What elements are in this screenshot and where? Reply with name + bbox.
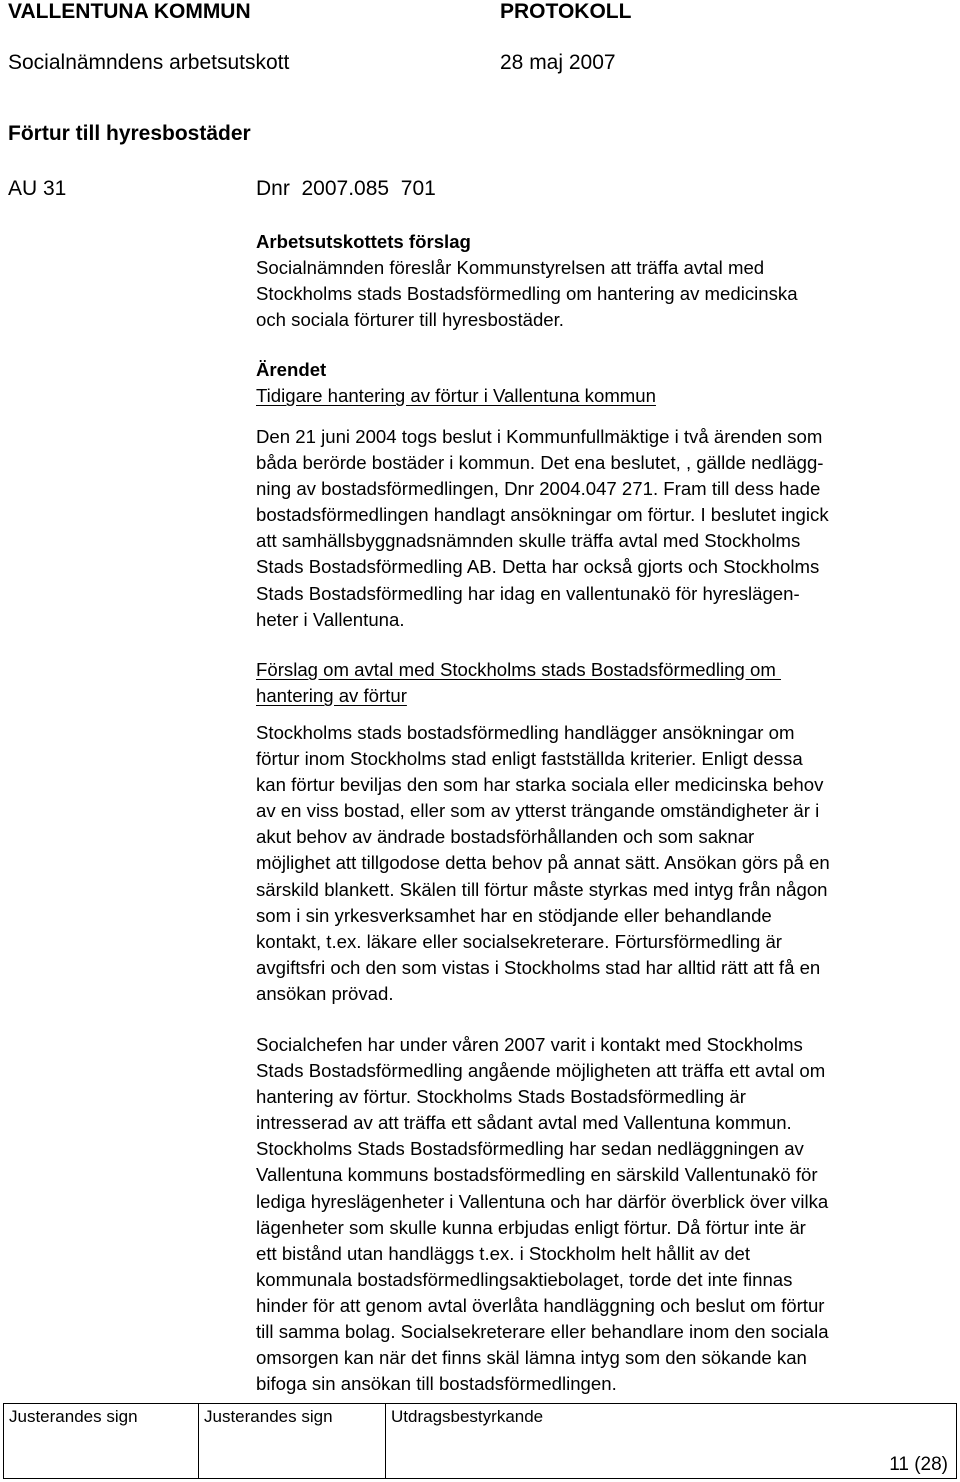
sign-cell-2 xyxy=(199,1404,386,1478)
organization-name: VALLENTUNA KOMMUN xyxy=(8,0,251,23)
paragraph-line: avgiftsfri och den som vistas i Stockholms stad har alltid rätt att få en xyxy=(256,956,821,978)
paragraph-line: av en viss bostad, eller som av ytterst trängande omständigheter är i xyxy=(256,800,820,822)
justerandes-sign-label: Justerandes sign xyxy=(9,1407,138,1426)
paragraph-line: som i sin yrkesverksamhet har en stödjande eller behandlande xyxy=(256,904,772,926)
au-number: AU 31 xyxy=(8,177,67,200)
agreement-subheading-line: hantering av förtur xyxy=(256,685,407,707)
matter-subheading: Tidigare hantering av förtur i Vallentuna kommun xyxy=(256,385,656,407)
paragraph-line: Stockholms stads bostadsförmedling handlägger ansökningar om xyxy=(256,722,795,743)
matter-section xyxy=(256,357,956,409)
paragraph-line: ning av bostadsförmedlingen, Dnr 2004.047 271. Fram till dess hade xyxy=(256,478,821,500)
proposal-line: Stockholms stads Bostadsförmedling om hantering av medicinska xyxy=(256,283,798,305)
paragraph-line: förtur inom Stockholms stad enligt fastställda kriterier. Enligt dessa xyxy=(256,748,803,770)
matter-heading: Ärendet xyxy=(256,359,327,380)
paragraph-line: kontakt, t.ex. läkare eller socialsekreterare. Förtursförmedling är xyxy=(256,930,782,952)
justerandes-sign-label: Justerandes sign xyxy=(204,1407,333,1426)
paragraph-line: möjlighet att tillgodose detta behov på annat sätt. Ansökan görs på en xyxy=(256,852,830,874)
paragraph-line: akut behov av ändrade bostadsförhållanden och som saknar xyxy=(256,826,755,848)
paragraph-line: kan förtur beviljas den som har starka sociala eller medicinska behov xyxy=(256,774,824,796)
paragraph-line: till samma bolag. Socialsekreterare eller behandlare inom den sociala xyxy=(256,1321,829,1343)
paragraph-line: intresserad av att träffa ett sådant avtal med Vallentuna kommun. xyxy=(256,1112,792,1134)
paragraph-line: Stads Bostadsförmedling angående möjligheten att träffa ett avtal om xyxy=(256,1060,826,1082)
proposal-section xyxy=(256,229,956,333)
paragraph-line: Socialchefen har under våren 2007 varit i kontakt med Stockholms xyxy=(256,1034,803,1055)
utdragsbestyrkande-label: Utdragsbestyrkande xyxy=(391,1407,544,1426)
matter-paragraph-1 xyxy=(256,424,956,633)
meeting-date: 28 maj 2007 xyxy=(500,51,616,74)
proposal-heading: Arbetsutskottets förslag xyxy=(256,231,471,252)
page-number: 11 (28) xyxy=(889,1454,948,1475)
committee-name: Socialnämndens arbetsutskott xyxy=(8,51,290,74)
paragraph-line: hantering av förtur. Stockholms Stads Bostadsförmedling är xyxy=(256,1086,746,1108)
paragraph-line: särskild blankett. Skälen till förtur måste styrkas med intyg från någon xyxy=(256,878,828,900)
paragraph-line: Den 21 juni 2004 togs beslut i Kommunfullmäktige i två ärenden som xyxy=(256,426,823,447)
paragraph-line: ansökan prövad. xyxy=(256,982,394,1004)
page-title: Förtur till hyresbostäder xyxy=(8,122,251,145)
paragraph-line: Stockholms Stads Bostadsförmedling har sedan nedläggningen av xyxy=(256,1138,804,1160)
paragraph-line: att samhällsbyggnadsnämnden skulle träffa avtal med Stockholms xyxy=(256,530,801,552)
paragraph-line: Stads Bostadsförmedling har idag en vallentunakö för hyreslägen- xyxy=(256,582,800,604)
proposal-line: Socialnämnden föreslår Kommunstyrelsen att träffa avtal med xyxy=(256,257,765,279)
matter-paragraph-2 xyxy=(256,720,956,1007)
paragraph-line: heter i Vallentuna. xyxy=(256,608,405,630)
agreement-subheading-line: Förslag om avtal med Stockholms stads Bostadsförmedling om xyxy=(256,659,781,680)
paragraph-line: ett bistånd utan handläggs t.ex. i Stockholm helt hållit av det xyxy=(256,1242,751,1264)
paragraph-line: lediga hyreslägenheter i Vallentuna och har därför överblick över vilka xyxy=(256,1190,829,1212)
matter-paragraph-3 xyxy=(256,1032,956,1397)
paragraph-line: Vallentuna kommuns bostadsförmedling en särskild Vallentunakö för xyxy=(256,1164,818,1186)
excerpt-cell xyxy=(386,1404,955,1478)
proposal-line: och sociala förturer till hyresbostäder. xyxy=(256,309,564,331)
paragraph-line: hinder för att genom avtal överlåta handläggning och beslut om förtur xyxy=(256,1294,825,1316)
sign-cell-1 xyxy=(4,1404,199,1478)
signature-table xyxy=(3,1403,957,1479)
paragraph-line: lägenheter som skulle kunna erbjudas enligt förtur. Då förtur inte är xyxy=(256,1216,806,1238)
paragraph-line: Stads Bostadsförmedling AB. Detta har också gjorts och Stockholms xyxy=(256,556,820,578)
document-type: PROTOKOLL xyxy=(500,0,632,23)
paragraph-line: bostadsförmedlingen handlagt ansökningar om förtur. I beslutet ingick xyxy=(256,504,829,526)
paragraph-line: kommunala bostadsförmedlingsaktiebolaget, torde det inte finnas xyxy=(256,1268,793,1290)
paragraph-line: båda berörde bostäder i kommun. Det ena beslutet, , gällde nedlägg- xyxy=(256,452,824,474)
paragraph-line: omsorgen kan när det finns skäl lämna intyg som den sökande kan xyxy=(256,1347,807,1369)
proposal-subheading-block xyxy=(256,657,956,709)
paragraph-line: bifoga sin ansökan till bostadsförmedlingen. xyxy=(256,1373,617,1395)
dnr-number: Dnr 2007.085 701 xyxy=(256,177,436,200)
